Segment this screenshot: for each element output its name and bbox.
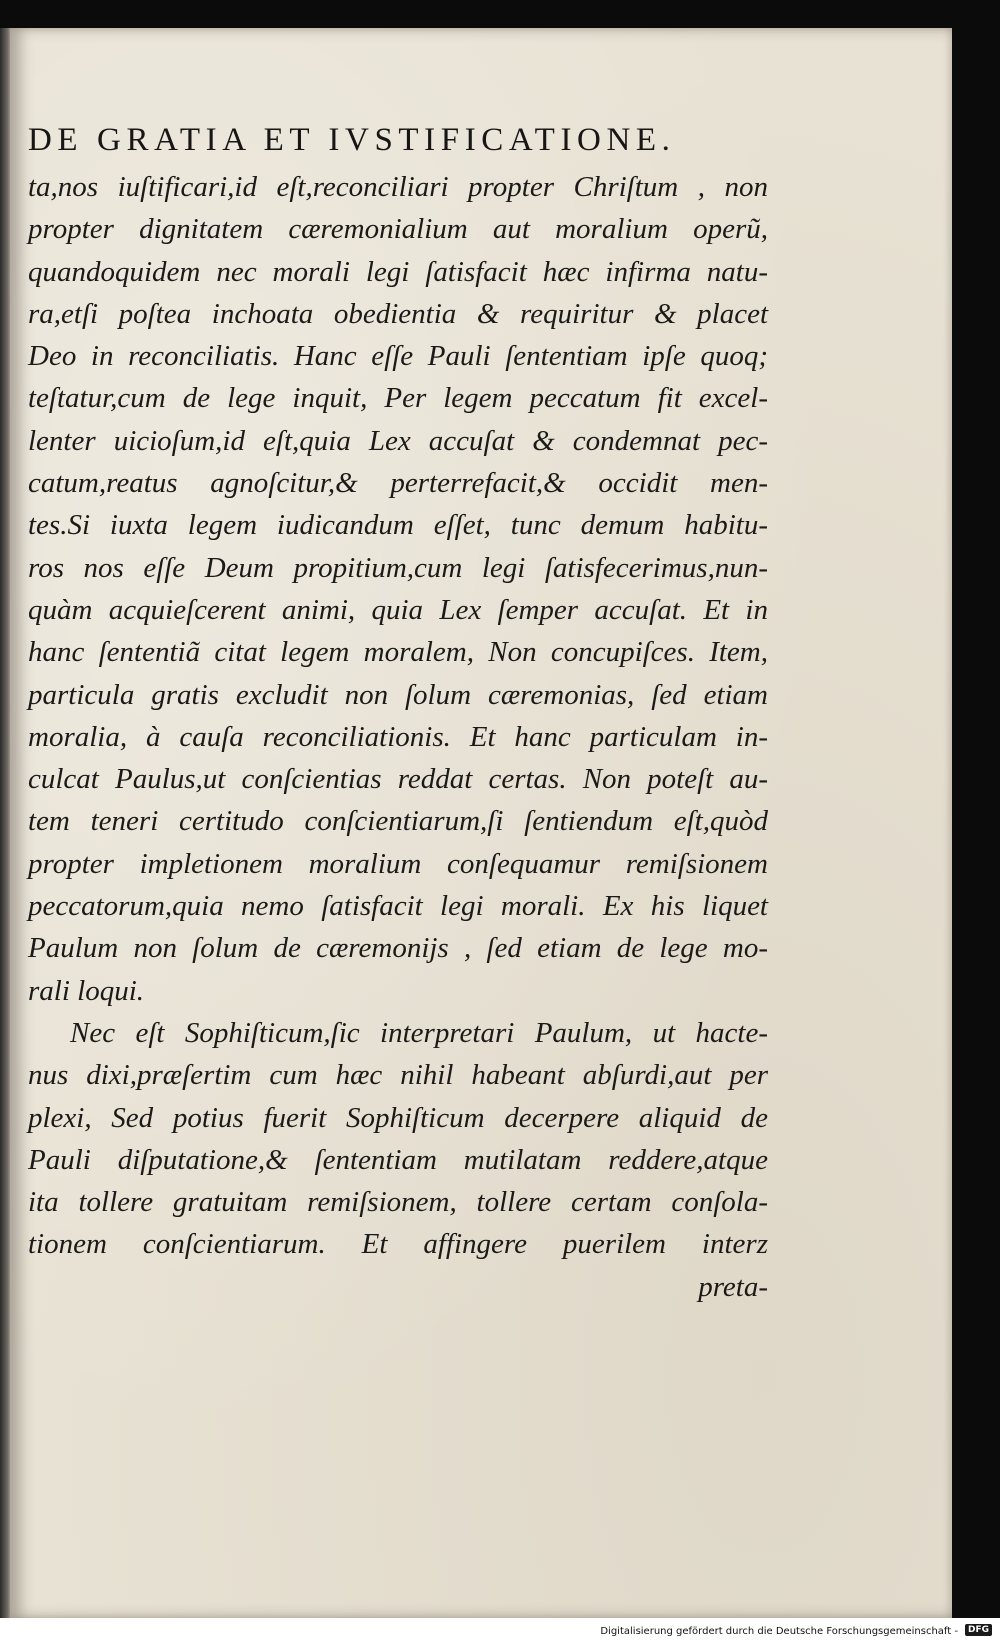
text-line: peccatorum,quia nemo ſatisfacit legi morali. Ex his liquet <box>28 890 768 923</box>
text-line: Pauli diſputatione,& ſententiam mutilatam reddere,atque <box>28 1143 768 1176</box>
text-line: particula gratis excludit non ſolum cæremonias, ſed etiam <box>28 678 768 711</box>
text-line: ta,nos iuſtificari,id eſt,reconciliari propter Chriſtum , non <box>28 171 768 203</box>
digitization-footer <box>0 1618 1000 1646</box>
text-line: quàm acquieſcerent animi, quia Lex ſemper accuſat. Et in <box>28 593 768 626</box>
text-line: ra,etſi poſtea inchoata obedientia & requiritur & placet <box>28 297 768 330</box>
text-line: teſtatur,cum de lege inquit, Per legem peccatum fit excel- <box>28 382 768 415</box>
text-line-paragraph-start: Nec eſt Sophiſticum,ſic interpretari Paulum, ut hacte- <box>70 1016 768 1049</box>
text-line-paragraph-end: rali loqui. <box>28 974 145 1007</box>
scan-top-border <box>0 0 1000 28</box>
scan-right-border <box>952 28 1000 1646</box>
text-line: catum,reatus agnoſcitur,& perterrefacit,& occidit men- <box>28 467 768 500</box>
text-line: lenter uicioſum,id eſt,quia Lex accuſat & condemnat pec- <box>28 424 768 457</box>
text-line: tes.Si iuxta legem iudicandum eſſet, tunc demum habitu- <box>28 509 768 542</box>
text-line: Paulum non ſolum de cæremonijs , ſed etiam de lege mo- <box>28 932 768 965</box>
text-line: propter impletionem moralium conſequamur remiſsionem <box>28 847 768 880</box>
dfg-logo: DFG <box>965 1624 992 1636</box>
page-text-block <box>28 116 768 1308</box>
text-line: Deo in reconciliatis. Hanc eſſe Pauli ſententiam ipſe quoq; <box>28 340 768 373</box>
text-line: quandoquidem nec morali legi ſatisfacit hæc infirma natu- <box>28 255 768 288</box>
text-line: ita tollere gratuitam remiſsionem, tollere certam conſola- <box>28 1186 768 1219</box>
text-line: tem teneri certitudo conſcientiarum,ſi ſentiendum eſt,quòd <box>28 805 768 838</box>
text-line: culcat Paulus,ut conſcientias reddat certas. Non poteſt au- <box>28 763 768 796</box>
text-line: propter dignitatem cæremonialium aut moralium operũ, <box>28 213 768 246</box>
text-line: hanc ſententiã citat legem moralem, Non concupiſces. Item, <box>28 636 768 669</box>
funding-credit: Digitalisierung gefördert durch die Deutsche Forschungsgemeinschaft - <box>600 1626 958 1637</box>
text-line: ros nos eſſe Deum propitium,cum legi ſatisfecerimus,nun- <box>28 551 768 584</box>
text-line: tionem conſcientiarum. Et affingere puerilem interz <box>28 1228 768 1261</box>
book-page <box>10 28 952 1618</box>
catchword: preta- <box>698 1270 768 1303</box>
running-head: DE GRATIA ET IVSTIFICATIONE. <box>28 122 676 158</box>
text-line: plexi, Sed potius fuerit Sophiſticum decerpere aliquid de <box>28 1101 768 1134</box>
text-line: moralia, à cauſa reconciliationis. Et hanc particulam in- <box>28 720 768 753</box>
text-line: nus dixi,præſertim cum hæc nihil habeant abſurdi,aut per <box>28 1059 768 1092</box>
